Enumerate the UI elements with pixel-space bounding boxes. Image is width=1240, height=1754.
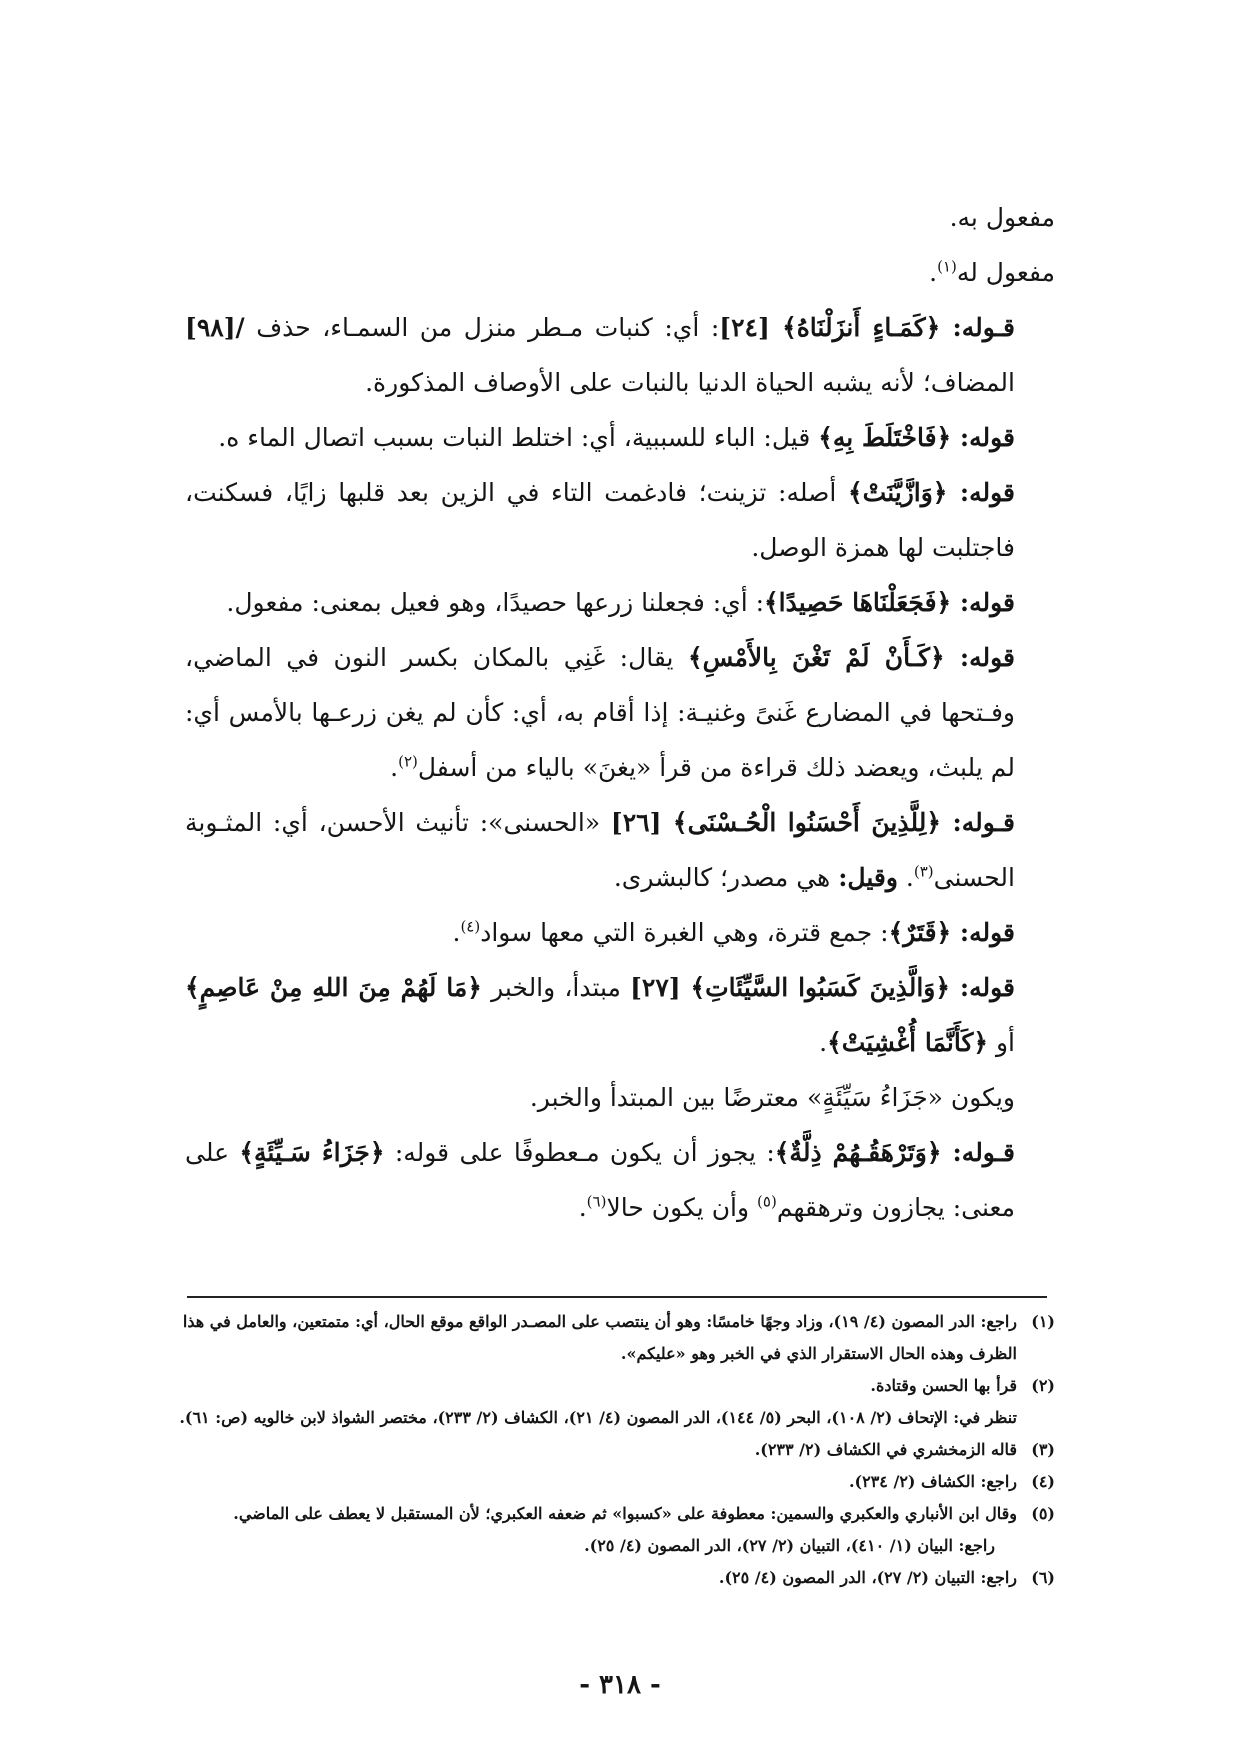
text-run: : يجوز أن يكون مـعطوفًا على قوله:	[384, 1138, 775, 1167]
paragraph	[185, 1125, 1055, 1235]
text-run: مفعول به.	[949, 203, 1055, 232]
paragraph	[185, 575, 1055, 630]
quran-quote: ﴿وَتَرْهَقُـهُمْ ذِلَّةٌ﴾	[774, 1138, 942, 1167]
footnote	[175, 1466, 1055, 1498]
text-run: يقال: غَنِي بالمكان بكسر النون في الماضي، وفـتحها في المضارع غَنىً وغنيـة: إذا أقام به، أي: كأن لم يغن زرعـها بالأمس أي: لم يلبث، ويعضد ذلك قراءة من قرأ «يغنَ» بالياء من أسفل	[185, 643, 1015, 782]
quran-quote: ﴿فَجَعَلْنَاهَا حَصِيدًا﴾	[764, 588, 952, 617]
text-run: مبتدأ، والخبر	[481, 973, 631, 1002]
text-run: «الحسنى»: تأنيث الأحسن، أي: المثـوبة الحسنى	[185, 808, 1015, 892]
footnote-text: راجع: التبيان (٢/ ٢٧)، الدر المصون (٤/ ٢٥).	[718, 1568, 1017, 1587]
keyword: قوله:	[950, 973, 1015, 1002]
verse-reference: [٢٧]	[630, 973, 691, 1002]
text-run: .	[390, 753, 399, 782]
text-run: .	[929, 258, 938, 287]
keyword: قوله:	[947, 478, 1015, 507]
text-run: قيل: الباء للسببية، أي: اختلط النبات بسبب اتصال الماء ه.	[218, 423, 819, 452]
verse-reference: [٢٦]	[610, 808, 673, 837]
footnote-number: (٤)	[1031, 1472, 1055, 1491]
keyword: قـوله:	[941, 808, 1015, 837]
text-run: .	[578, 1193, 587, 1222]
text-run: : أي: كنبات مـطر منزل من السمـاء، حذف	[244, 313, 720, 342]
keyword: قوله:	[951, 588, 1015, 617]
footnote-marker: (٢)	[398, 752, 418, 771]
text-run: هي مصدر؛ كالبشرى.	[613, 863, 839, 892]
footnote	[175, 1498, 1055, 1530]
quran-quote: ﴿كَـأَنْ لَمْ تَغْنَ بِالأَمْسِ﴾	[687, 643, 945, 672]
text-run: : أي: فجعلنا زرعها حصيدًا، وهو فعيل بمعنى: مفعول.	[226, 588, 765, 617]
paragraph	[185, 905, 1055, 960]
footnote-marker: (٣)	[913, 862, 934, 881]
text-run: المضاف؛ لأنه يشبه الحياة الدنيا بالنبات على الأوصاف المذكورة.	[365, 368, 1015, 397]
paragraph	[185, 795, 1055, 905]
keyword: قـوله:	[940, 313, 1015, 342]
footnote	[175, 1530, 1055, 1562]
footnote-text: وقال ابن الأنباري والعكبري والسمين: معطوفة على «كسبوا» ثم ضعفه العكبري؛ لأن المستقبل لا يعطف على الماضي.	[233, 1504, 1017, 1523]
text-run: وأن يكون حالا	[606, 1193, 758, 1222]
text-run: : جمع قترة، وهي الغبرة التي معها سواد	[480, 918, 889, 947]
footnote-separator	[187, 1296, 1047, 1298]
paragraph	[185, 190, 1055, 245]
paragraph	[185, 630, 1055, 795]
keyword: قـوله:	[941, 1138, 1015, 1167]
text-run: .	[819, 1028, 828, 1057]
keyword: قوله:	[944, 643, 1016, 672]
text-run: مفعول له	[956, 258, 1055, 287]
text-run: أو	[988, 1028, 1015, 1057]
footnote	[175, 1434, 1055, 1466]
footnote-marker: (٦)	[586, 1192, 607, 1211]
footnote-text: قاله الزمخشري في الكشاف (٢/ ٢٣٣).	[754, 1440, 1017, 1459]
page-number: - ٣١٨ -	[579, 1670, 661, 1700]
footnotes	[175, 1306, 1055, 1594]
paragraph	[185, 465, 1055, 575]
quran-quote: ﴿فَاخْتَلَطَ بِهِ﴾	[818, 423, 952, 452]
text-run: أصله: تزينت؛ فادغمت التاء في الزين بعد قلبها زايًا، فسكنت، فاجتلبت لها همزة الوصل.	[185, 478, 1015, 562]
keyword: قوله:	[951, 423, 1015, 452]
paragraph	[185, 300, 1055, 410]
quran-quote: ﴿وَالَّذِينَ كَسَبُوا السَّيِّئَاتِ﴾	[690, 973, 950, 1002]
footnote	[175, 1562, 1055, 1594]
quran-quote: ﴿كَأَنَّمَا أُغْشِيَتْ﴾	[827, 1028, 989, 1057]
footnote-text: راجع: الدر المصون (٤/ ١٩)، وزاد وجهًا خامسًا: وهو أن ينتصب على المصـدر الواقع موقع الحال، أي: متمتعين، والعامل في هذا الظرف وهذه الحال الاستقرار الذي في الخبر وهو «عليكم».	[182, 1312, 1017, 1363]
verse-reference: [٢٤]	[719, 313, 783, 342]
quran-quote: ﴿مَا لَهُمْ مِنَ اللهِ مِنْ عَاصِمٍ﴾	[185, 973, 482, 1002]
footnote-marker: (٤)	[460, 917, 481, 936]
footnote-marker: (٥)	[757, 1192, 777, 1211]
text-run: ويكون «جَزَاءُ سَيِّئَةٍ» معترضًا بين المبتدأ والخبر.	[529, 1083, 1015, 1112]
quran-quote: ﴿كَمَـاءٍ أَنزَلْنَاهُ﴾	[782, 313, 941, 342]
footnote	[175, 1306, 1055, 1370]
paragraph	[185, 245, 1055, 300]
text-run: .	[897, 863, 914, 892]
footnote-text: تنظر في: الإتحاف (٢/ ١٠٨)، البحر (٥/ ١٤٤)، الدر المصون (٤/ ٢١)، الكشاف (٢/ ٢٣٣)، مختصر الشواذ لابن خالويه (ص: ٦١).	[179, 1408, 1017, 1427]
footnote-text: قرأ بها الحسن وقتادة.	[870, 1376, 1017, 1395]
keyword: قوله:	[951, 918, 1015, 947]
quran-quote: ﴿وَازَّيَّنَتْ﴾	[848, 478, 948, 507]
verse-reference: /[٩٨]	[185, 313, 245, 342]
text-run: .	[452, 918, 461, 947]
paragraph	[185, 410, 1055, 465]
footnote-number: (٥)	[1031, 1504, 1055, 1523]
keyword: وقيل:	[838, 863, 898, 892]
footnote-text: راجع: الكشاف (٢/ ٢٣٤).	[848, 1472, 1017, 1491]
quran-quote: ﴿قَتَرٌ﴾	[888, 918, 952, 947]
quran-quote: ﴿جَزَاءُ سَـيِّئَةٍ﴾	[239, 1138, 385, 1167]
paragraph	[185, 1070, 1055, 1125]
paragraph	[185, 960, 1055, 1070]
footnote-marker: (١)	[937, 257, 957, 276]
main-text	[185, 190, 1055, 1235]
footnote-text: راجع: البيان (١/ ٤١٠)، التبيان (٢/ ٢٧)، الدر المصون (٤/ ٢٥).	[584, 1536, 995, 1555]
quran-quote: ﴿لِلَّذِينَ أَحْسَنُوا الْحُـسْنَى﴾	[672, 808, 942, 837]
footnote-number: (١)	[1031, 1312, 1055, 1331]
footnote	[175, 1370, 1055, 1402]
footnote-number: (٢)	[1031, 1376, 1055, 1395]
text-run: على معنى: يجازون وترهقهم	[185, 1138, 1015, 1222]
footnote-number: (٣)	[1031, 1440, 1055, 1459]
footnote	[175, 1402, 1055, 1434]
footnote-number: (٦)	[1031, 1568, 1055, 1587]
